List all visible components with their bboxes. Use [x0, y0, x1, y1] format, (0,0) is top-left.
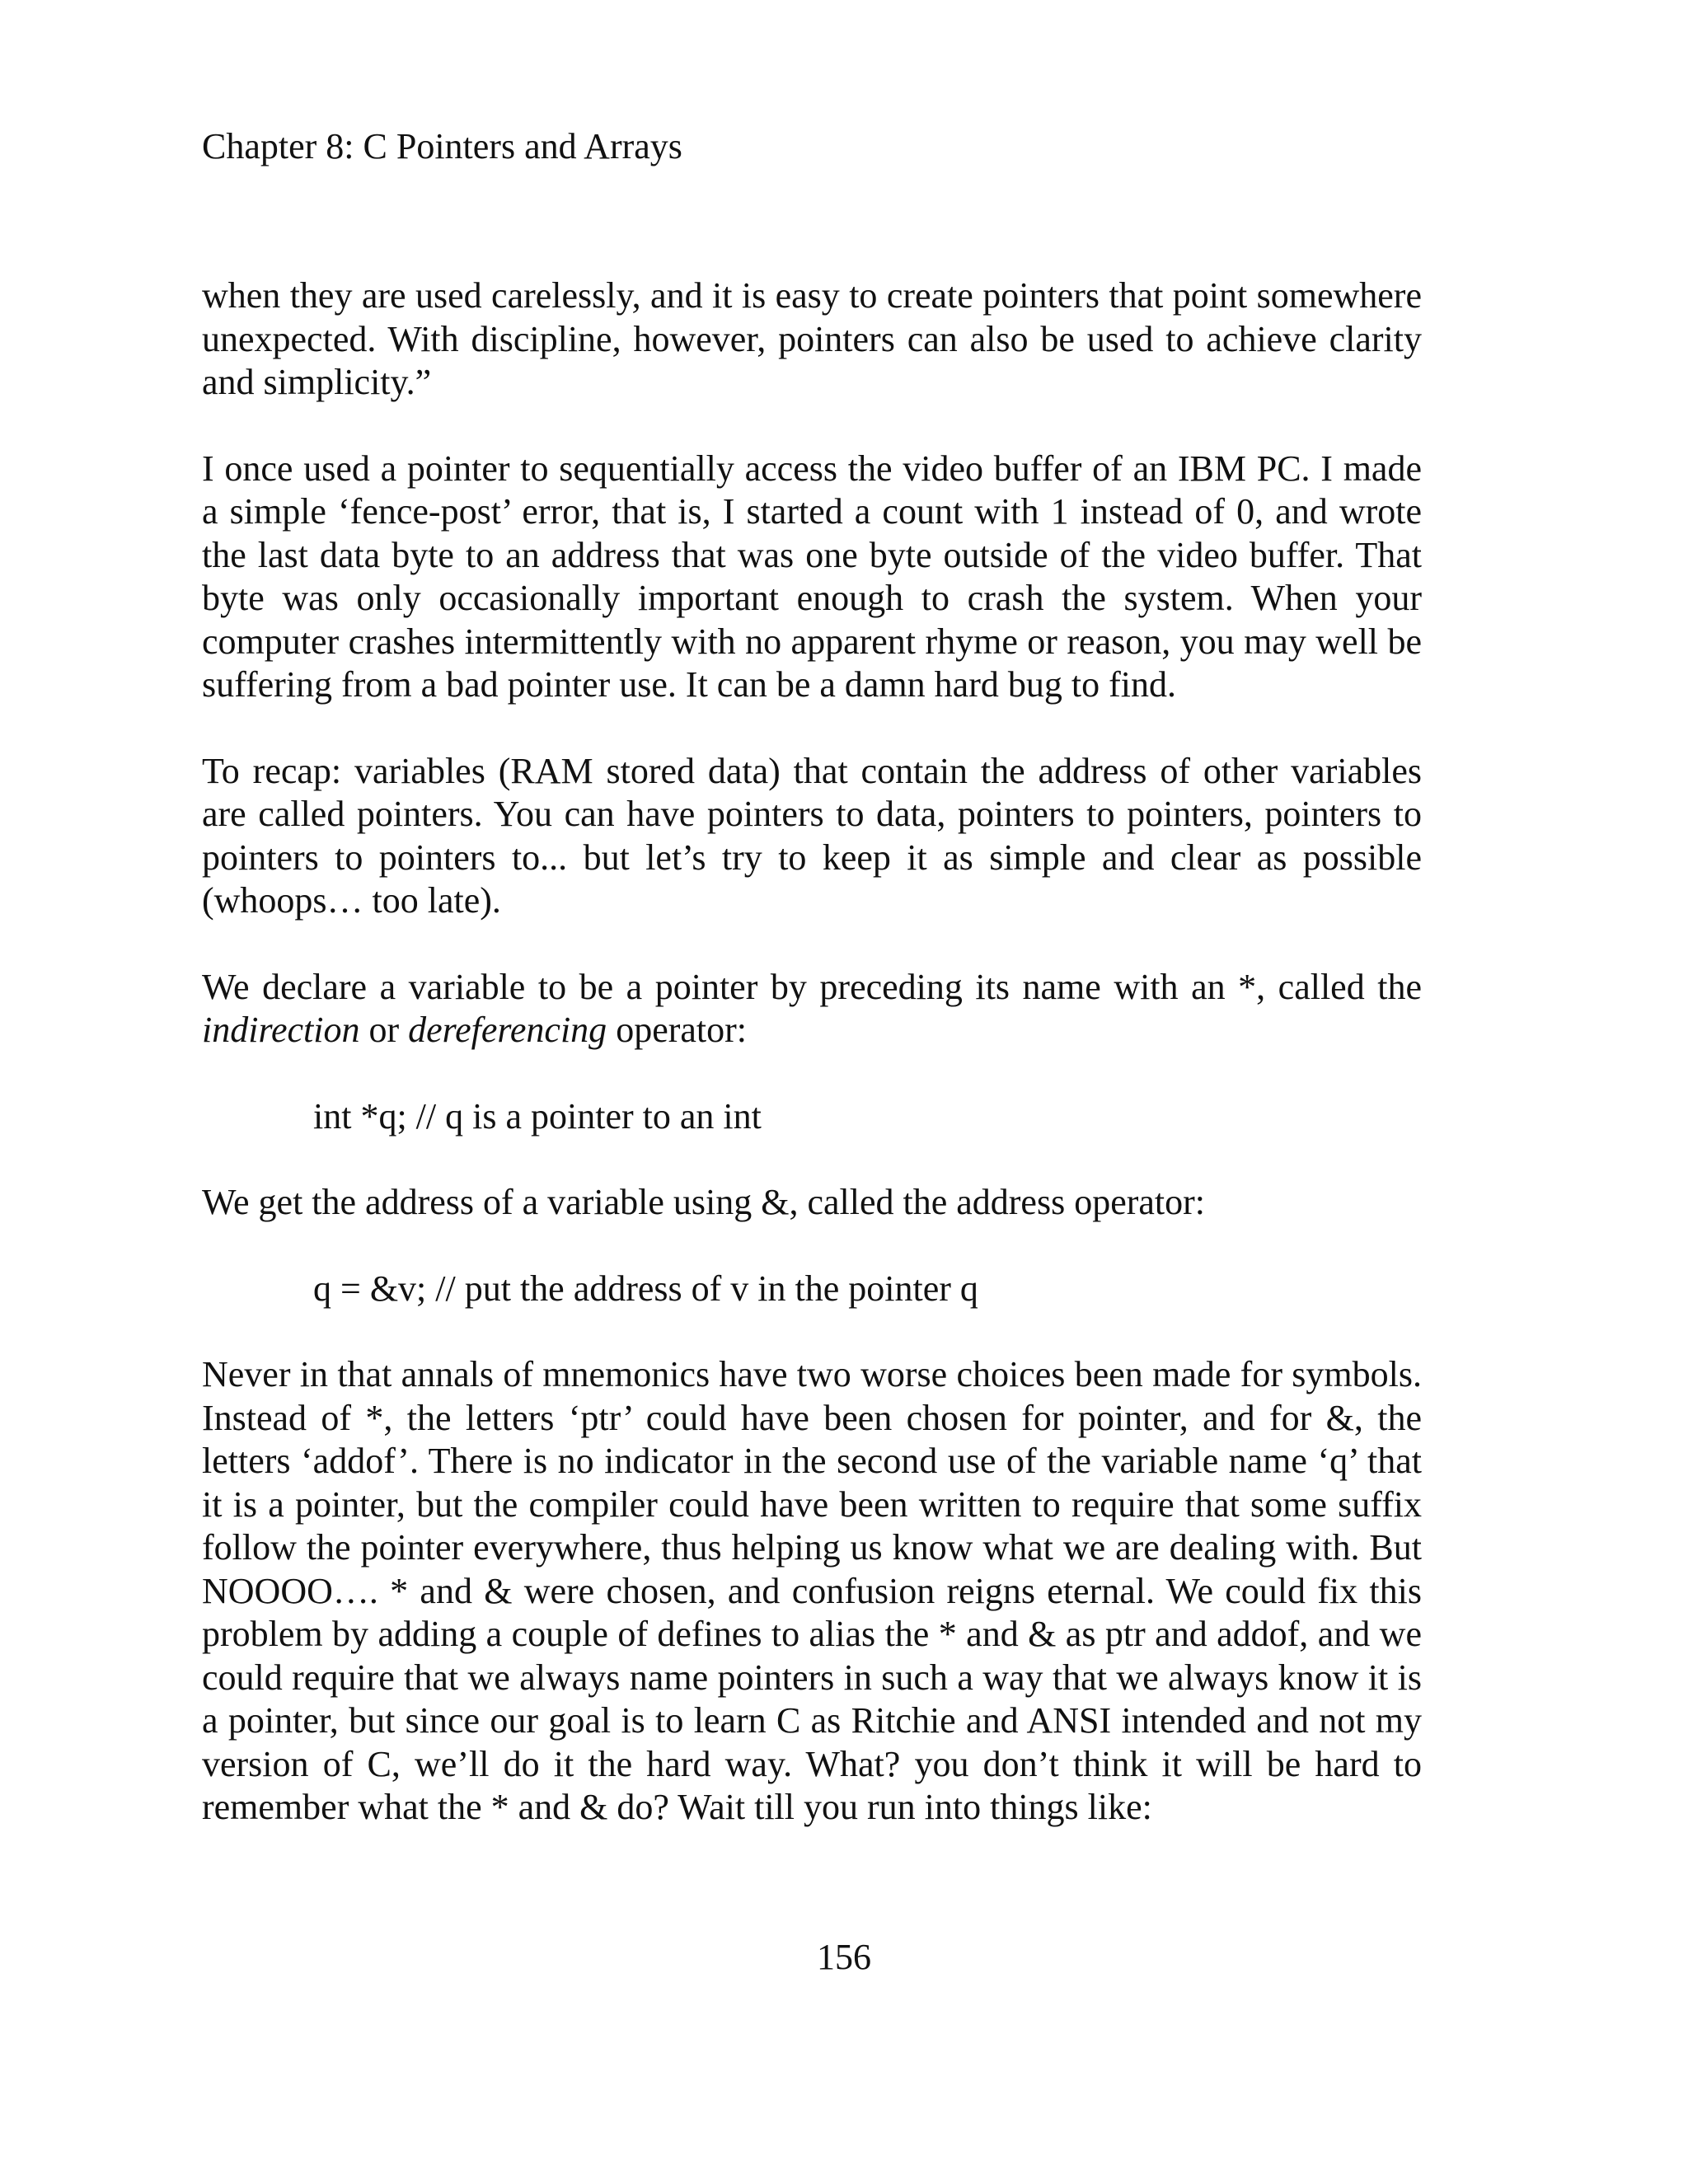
- declare-pointer-text-before: We declare a variable to be a pointer by preceding its name with an *, called the: [202, 966, 1422, 1007]
- paragraph-mnemonics-rant: Never in that annals of mnemonics have two worse choices been made for symbols. Instead of *, the letters ‘ptr’ could have been chosen for pointer, and for &, the letters ‘addof’. There is no indicator in the second use of the variable name ‘q’ that it is a pointer, but the compiler could have been written to require that some suffix follow the pointer everywhere, thus helping us know what we are dealing with. But NOOOO…. * and & were chosen, and confusion reigns eternal. We could fix this problem by adding a couple of defines to alias the * and & as ptr and addof, and we could require that we always name pointers in such a way that we always know it is a pointer, but since our goal is to learn C as Ritchie and ANSI intended and not my version of C, we’ll do it the hard way. What? you don’t think it will be hard to remember what the * and & do? Wait till you run into things like:: [202, 1354, 1422, 1827]
- page-number: 156: [817, 1937, 871, 1977]
- paragraph-quote-ending: when they are used carelessly, and it is easy to create pointers that point somewhere unexpected. With discipline, however, pointers can also be used to achieve clarity and simplicity.”: [202, 275, 1422, 402]
- paragraph-declare-pointer: [202, 966, 1422, 1052]
- paragraph-address-operator: We get the address of a variable using &, called the address operator:: [202, 1182, 1206, 1222]
- term-dereferencing: dereferencing: [408, 1010, 607, 1050]
- code-example-pointer-declaration: int *q; // q is a pointer to an int: [313, 1095, 762, 1137]
- declare-pointer-text-middle: or: [359, 1010, 409, 1050]
- body-text: [202, 274, 1422, 1830]
- declare-pointer-text-after: operator:: [607, 1010, 747, 1050]
- term-indirection: indirection: [202, 1010, 360, 1050]
- paragraph-recap: To recap: variables (RAM stored data) that contain the address of other variables are called pointers. You can have pointers to data, pointers to pointers, pointers to pointers to pointers to... but let’s try to keep it as simple and clear as possible (whoops… too late).: [202, 750, 1422, 921]
- paragraph-video-buffer-anecdote: I once used a pointer to sequentially access the video buffer of an IBM PC. I made a simple ‘fence-post’ error, that is, I started a count with 1 instead of 0, and wrote the last data byte to an address that was one byte outside of the video buffer. That byte was only occasionally important enough to crash the system. When your computer crashes intermittently with no apparent rhyme or reason, you may well be suffering from a bad pointer use. It can be a damn hard bug to find.: [202, 448, 1422, 705]
- code-example-address-assignment: q = &v; // put the address of v in the pointer q: [313, 1268, 978, 1309]
- running-header-chapter-title: Chapter 8: C Pointers and Arrays: [202, 126, 682, 166]
